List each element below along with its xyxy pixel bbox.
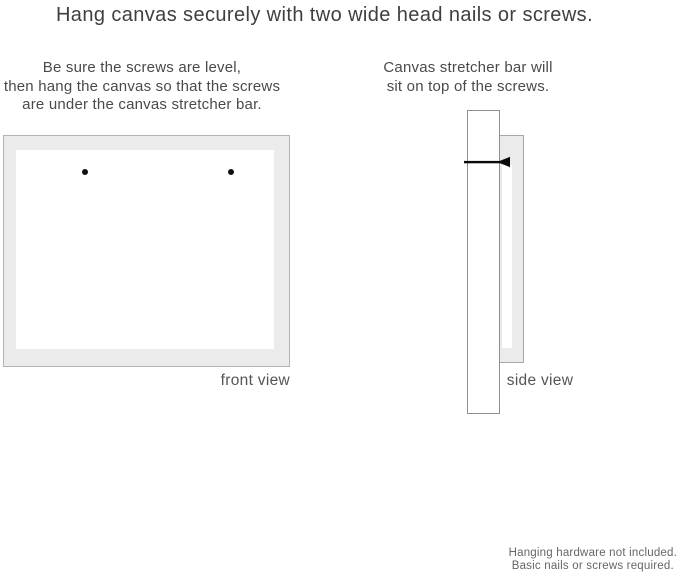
front-view-label: front view bbox=[220, 372, 290, 389]
hardware-disclaimer bbox=[509, 547, 677, 572]
disclaimer-line: Basic nails or screws required. bbox=[511, 559, 674, 572]
side-instruction-line: sit on top of the screws. bbox=[386, 77, 550, 95]
side-view-label: side view bbox=[506, 372, 574, 389]
nail-head bbox=[497, 157, 510, 167]
front-view-canvas-frame bbox=[3, 135, 290, 367]
front-view-instructions bbox=[0, 59, 284, 115]
side-view-canvas-edge-inner bbox=[502, 165, 512, 348]
front-instruction-line: then hang the canvas so that the screws bbox=[3, 77, 281, 95]
side-instruction-line: Canvas stretcher bar will bbox=[383, 59, 553, 76]
screw-head-dot-left bbox=[82, 169, 88, 175]
side-view-canvas-edge bbox=[499, 135, 524, 363]
wide-head-nail-icon bbox=[464, 155, 512, 169]
screw-head-dot-right bbox=[228, 169, 234, 175]
front-instruction-line: are under the canvas stretcher bar. bbox=[22, 96, 262, 113]
page-title: Hang canvas securely with two wide head nails or screws. bbox=[55, 4, 594, 26]
side-view-instructions bbox=[356, 59, 580, 96]
nail-shaft bbox=[464, 161, 501, 163]
front-instruction-line: Be sure the screws are level, bbox=[42, 59, 242, 76]
disclaimer-line: Hanging hardware not included. bbox=[508, 547, 677, 559]
front-view-canvas-face bbox=[16, 150, 274, 349]
